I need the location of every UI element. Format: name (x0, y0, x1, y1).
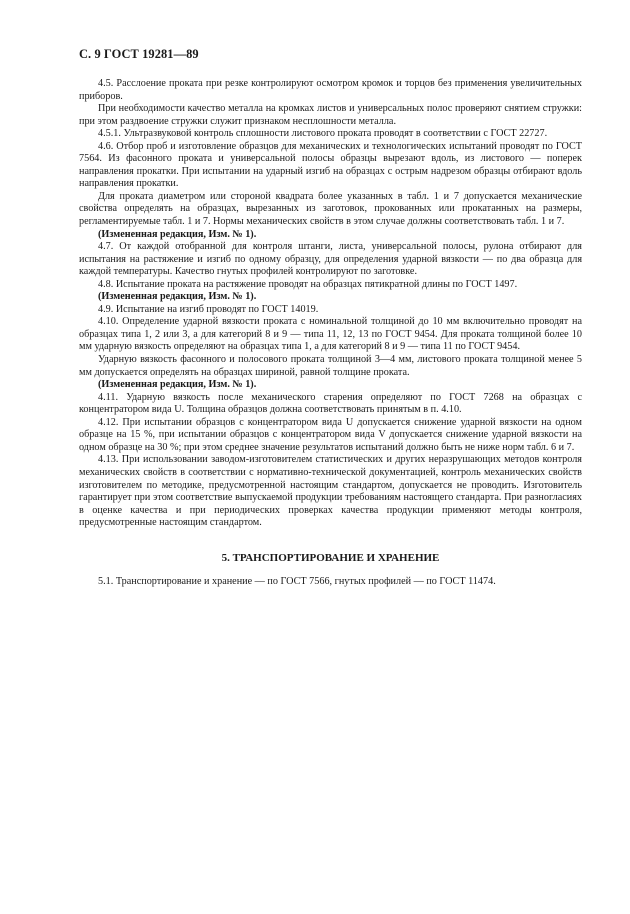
paragraph-5-1: 5.1. Транспортирование и хранение — по ГОСТ 7566, гнутых профилей — по ГОСТ 11474. (98, 575, 496, 587)
paragraph-4-10: 4.10. Определение ударной вязкости проката с номинальной толщиной до 10 мм включительно проводят на образцах типа 1, 2 или 3, а для категорий 8 и 9 — типа 11, 12, 13 по ГОСТ 9454. Для проката толщиной более 10 мм ударную вязкость определяют на образцах типа 1, а для категорий 8 и 9 — типа 11 по ГОСТ 9454. (79, 316, 582, 353)
edition-note: (Измененная редакция, Изм. № 1). (98, 291, 257, 303)
edition-note: (Измененная редакция, Изм. № 1). (98, 228, 257, 240)
paragraph-4-6: 4.6. Отбор проб и изготовление образцов для механических и технологических испытаний проводят по ГОСТ 7564. Из фасонного проката и универсальной полосы образцы вырезают вдоль, из листового — поперек направления прокатки. При испытании на ударный изгиб на образцах с острым надрезом образцы отбирают вдоль направления прокатки. (79, 140, 582, 190)
paragraph-4-9: 4.9. Испытание на изгиб проводят по ГОСТ 14019. (98, 303, 319, 315)
paragraph-4-5-1: 4.5.1. Ультразвуковой контроль сплошности листового проката проводят в соответствии с ГОСТ 22727. (98, 128, 548, 140)
page-header: С. 9 ГОСТ 19281—89 (79, 47, 199, 61)
paragraph-4-5: 4.5. Расслоение проката при резке контролируют осмотром кромок и торцов без применения увеличительных приборов. (79, 78, 582, 102)
paragraph-4-6-note: Для проката диаметром или стороной квадрата более указанных в табл. 1 и 7 допускается механические свойства определять на образцах, вырезанных из заготовок, прокованных или прокатанных на размеры, регламентируемые табл. 1 и 7. Нормы механических свойств в этом случае должны соответствовать табл. 1 и 7. (79, 190, 582, 228)
paragraph-4-8: 4.8. Испытание проката на растяжение проводят на образцах пятикратной длины по ГОСТ 1497. (98, 278, 518, 290)
paragraph-4-11: 4.11. Ударную вязкость после механического старения определяют по ГОСТ 7268 на образцах с концентратором вида U. Толщина образцов должна соответствовать принятым в п. 4.10. (79, 391, 582, 416)
paragraph-4-13: 4.13. При использовании заводом-изготовителем статистических и других неразрушающих методов контроля механических свойств в соответствии с нормативно-технической документацией, контроль механических свойств изготовителем по методике, предусмотренной настоящим стандартом, допускается не проводить. Изготовитель гарантирует при этом соответствие выпускаемой продукции требованиям настоящего стандарта. При разногласиях в оценке качества и при периодических проверках качества продукции применяют методы контроля, предусмотренные настоящим стандартом. (79, 454, 582, 529)
paragraph-4-7: 4.7. От каждой отобранной для контроля штанги, листа, универсальной полосы, рулона отбирают для испытания на растяжение и изгиб по одному образцу, для определения ударной вязкости — по два образца для каждой температуры. Качество гнутых профилей контролируют по заготовке. (79, 241, 582, 278)
paragraph-4-5-note: При необходимости качество металла на кромках листов и универсальных полос проверяют снятием стружки: при этом раздвоение стружки служит признаком несплошности металла. (79, 103, 582, 127)
section-title: 5. ТРАНСПОРТИРОВАНИЕ И ХРАНЕНИЕ (221, 551, 440, 564)
paragraph-4-12: 4.12. При испытании образцов с концентратором вида U допускается снижение ударной вязкости на одном образце на 15 %, при испытании образцов с концентратором вида V допускается снижение ударной вязкости на одном образце на 30 %; при этом среднее значение результатов испытаний должно быть не ниже норм табл. 6 и 7. (79, 416, 582, 453)
document-body (79, 78, 582, 588)
edition-note: (Измененная редакция, Изм. № 1). (98, 379, 257, 391)
paragraph-4-10-note: Ударную вязкость фасонного и полосового проката толщиной 3—4 мм, листового проката толщиной менее 5 мм допускается определять на образцах шириной, равной толщине проката. (79, 354, 582, 378)
